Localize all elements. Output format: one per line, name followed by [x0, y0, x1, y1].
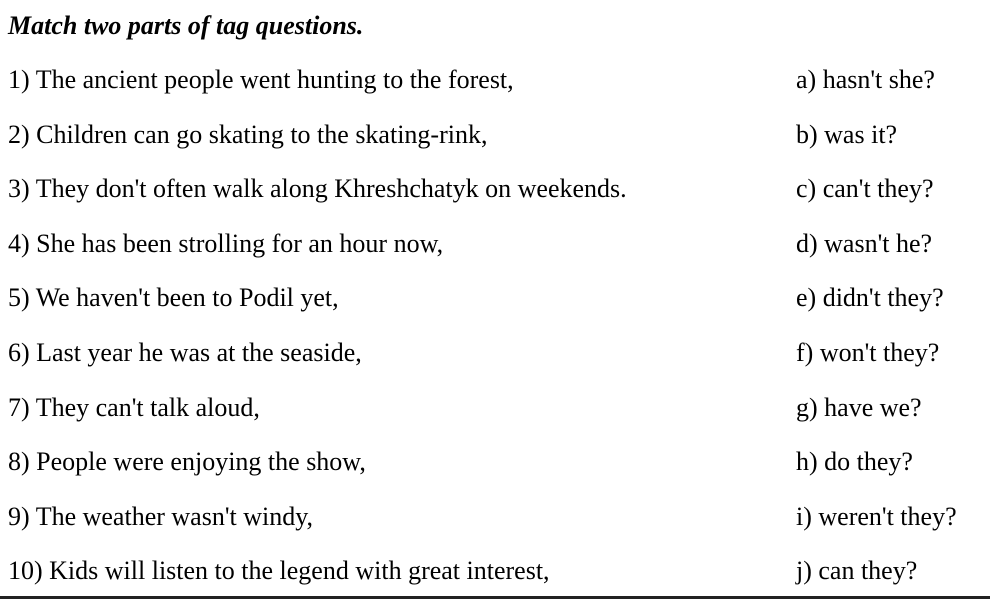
statement-7: 7) They can't talk aloud,	[8, 392, 260, 422]
statement-10: 10) Kids will listen to the legend with great interest,	[8, 556, 550, 586]
matching-list	[0, 53, 990, 599]
list-item	[0, 271, 990, 326]
statement-3: 3) They don't often walk along Khreshchatyk on weekends.	[8, 174, 627, 204]
tag-c: c) can't they?	[796, 174, 934, 204]
list-item	[0, 544, 990, 599]
tag-b: b) was it?	[796, 119, 898, 149]
statement-9: 9) The weather wasn't windy,	[8, 501, 314, 531]
statement-6: 6) Last year he was at the seaside,	[8, 337, 362, 367]
list-item	[0, 490, 990, 545]
bottom-divider	[0, 596, 990, 599]
tag-e: e) didn't they?	[796, 283, 944, 313]
tag-h: h) do they?	[796, 447, 913, 477]
tag-g: g) have we?	[796, 392, 922, 422]
list-item	[0, 326, 990, 381]
exercise-title: Match two parts of tag questions.	[8, 11, 364, 40]
list-item	[0, 53, 990, 108]
tag-i: i) weren't they?	[796, 501, 957, 531]
tag-f: f) won't they?	[796, 337, 940, 367]
list-item	[0, 108, 990, 163]
list-item	[0, 162, 990, 217]
statement-8: 8) People were enjoying the show,	[8, 447, 366, 477]
statement-4: 4) She has been strolling for an hour now,	[8, 228, 444, 258]
tag-a: a) hasn't she?	[796, 65, 935, 94]
tag-j: j) can they?	[796, 556, 918, 586]
statement-2: 2) Children can go skating to the skating-rink,	[8, 119, 488, 149]
tag-d: d) wasn't he?	[796, 228, 933, 258]
statement-1: 1) The ancient people went hunting to the forest,	[8, 65, 514, 94]
statement-5: 5) We haven't been to Podil yet,	[8, 283, 339, 313]
list-item	[0, 435, 990, 490]
list-item	[0, 217, 990, 272]
list-item	[0, 381, 990, 436]
